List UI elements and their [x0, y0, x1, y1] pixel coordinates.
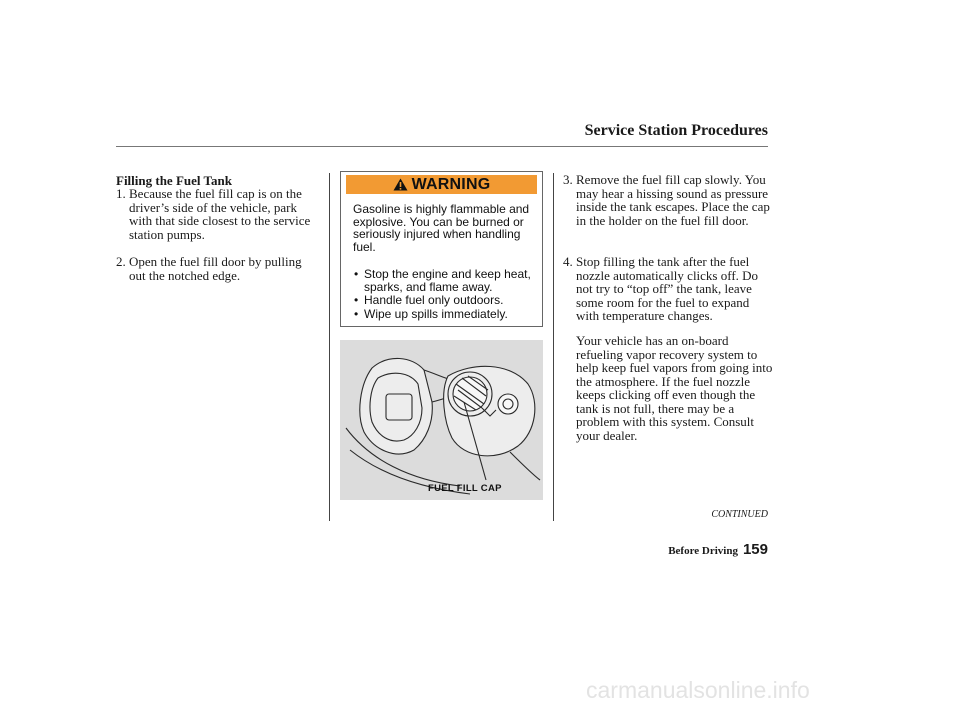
section-title: Filling the Fuel Tank: [116, 173, 232, 188]
step-number: 3.: [563, 172, 573, 187]
page-header-title: Service Station Procedures: [584, 122, 768, 139]
watermark: carmanualsonline.info: [586, 677, 810, 703]
fuel-door-drawing: [340, 340, 543, 500]
page-footer: [668, 541, 768, 558]
fuel-fill-cap-illustration: [340, 340, 543, 500]
continued-label: CONTINUED: [711, 509, 768, 520]
warning-bullet: • Stop the engine and keep heat, sparks, and flame away.: [353, 268, 541, 293]
warning-box: [340, 171, 543, 327]
column-divider-right: [553, 173, 554, 521]
step-number: 1.: [116, 186, 126, 201]
step-number: 2.: [116, 254, 126, 269]
step-text: Because the fuel fill cap is on the driver’s side of the vehicle, park with that side closest to the service station pumps.: [129, 186, 311, 242]
step-2: [116, 255, 321, 282]
warning-bullet: • Handle fuel only outdoors.: [353, 294, 541, 307]
footer-section-name: Before Driving: [668, 545, 738, 557]
step-4: [563, 255, 773, 323]
step-1: [116, 187, 321, 241]
step-text: Remove the fuel fill cap slowly. You may hear a hissing sound as pressure inside the tank escapes. Place the cap in the holder on the fuel fill door.: [576, 172, 770, 228]
step-number: 4.: [563, 254, 573, 269]
header-rule: [116, 146, 768, 147]
figure-caption: FUEL FILL CAP: [428, 483, 502, 494]
page-number: 159: [742, 541, 768, 558]
warning-text: Gasoline is highly flammable and explosive. You can be burned or seriously injured when handling fuel.: [353, 202, 530, 254]
step-text: Stop filling the tank after the fuel nozzle automatically clicks off. Do not try to “top off” the tank, leave some room for the fuel to expand with temperature changes.: [576, 254, 759, 323]
step-text: Open the fuel fill door by pulling out the notched edge.: [129, 254, 302, 283]
warning-banner: [346, 175, 537, 194]
warning-bullet: • Wipe up spills immediately.: [353, 308, 541, 321]
vapor-recovery-note: Your vehicle has an on-board refueling vapor recovery system to help keep fuel vapors from going into the atmosphere. If the fuel nozzle keeps clicking off even though the tank is not full, there may be a problem with this system. Consult your dealer.: [576, 333, 773, 443]
warning-triangle-icon: [393, 178, 408, 191]
warning-label: WARNING: [411, 175, 491, 193]
warning-bullets: [353, 268, 541, 321]
column-divider-left: [329, 173, 330, 521]
step-3: [563, 173, 773, 227]
